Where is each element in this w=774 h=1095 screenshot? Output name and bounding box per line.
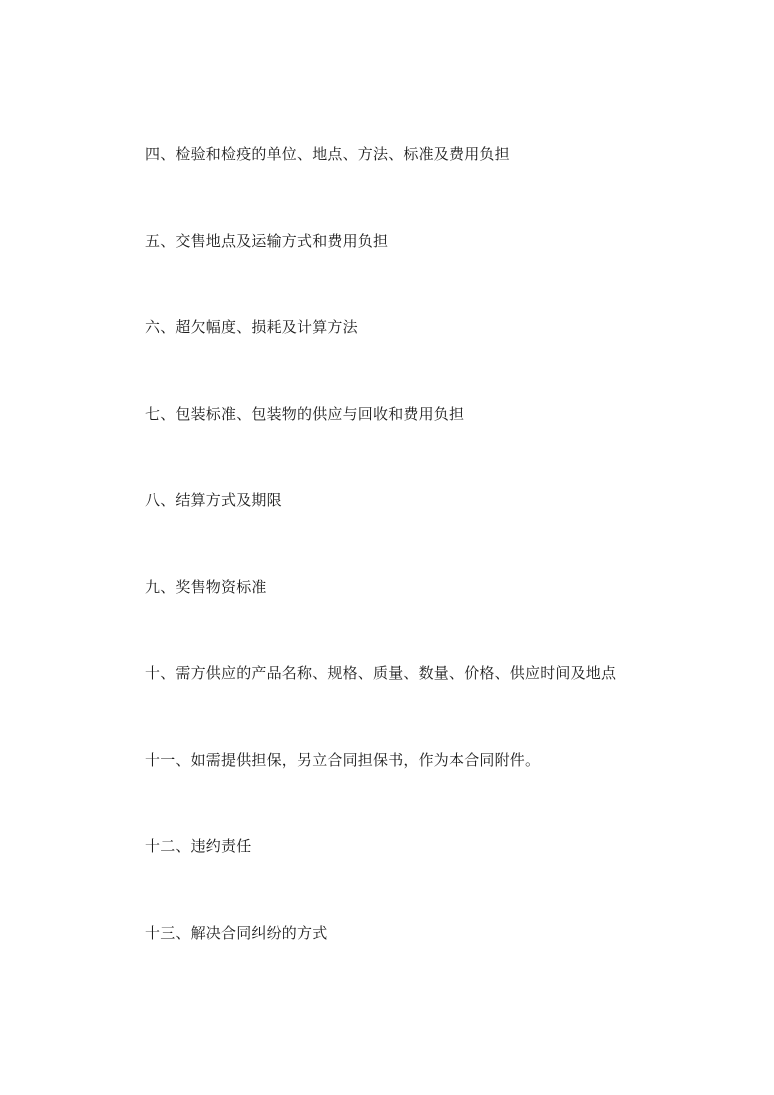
clause-guarantee: 十一、如需提供担保，另立合同担保书，作为本合同附件。: [145, 750, 541, 769]
clause-dispute: 十三、解决合同纠纷的方式: [145, 923, 328, 942]
clause-delivery: 五、交售地点及运输方式和费用负担: [145, 231, 389, 250]
clause-incentive: 九、奖售物资标准: [145, 577, 267, 596]
clause-buyer-supply: 十、需方供应的产品名称、规格、质量、数量、价格、供应时间及地点: [145, 664, 617, 682]
clause-packaging: 七、包装标准、包装物的供应与回收和费用负担: [145, 404, 465, 423]
clause-inspection: 四、检验和检疫的单位、地点、方法、标准及费用负担: [145, 145, 510, 163]
clause-tolerance: 六、超欠幅度、损耗及计算方法: [145, 318, 358, 336]
clause-settlement: 八、结算方式及期限: [145, 491, 282, 509]
clause-list: [145, 141, 616, 1006]
clause-liability: 十二、违约责任: [145, 837, 252, 855]
